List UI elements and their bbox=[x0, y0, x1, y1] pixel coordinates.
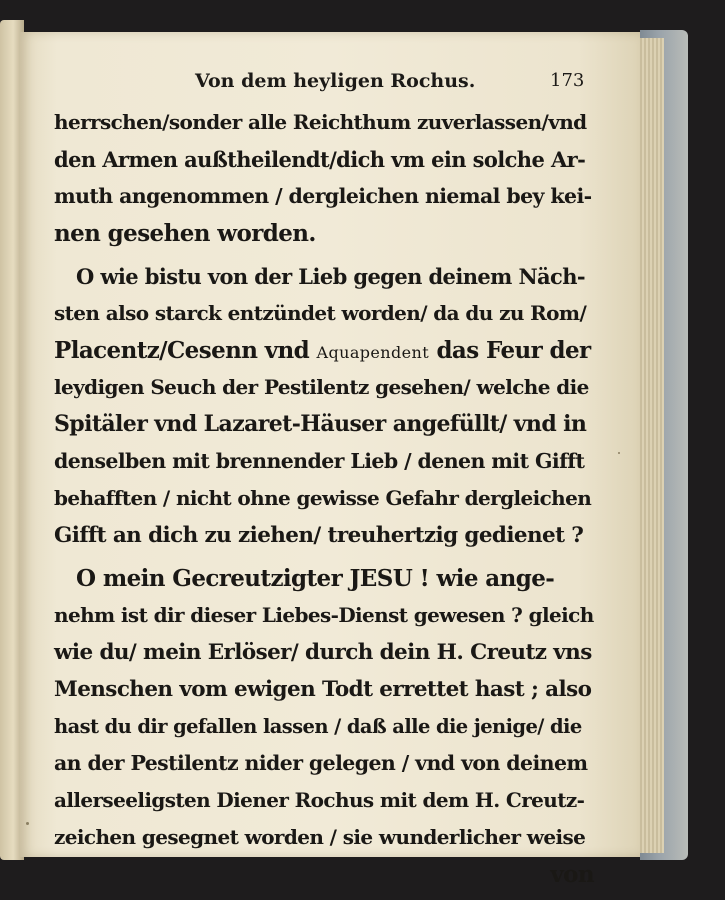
text-line: leydigen Seuch der Pestilentz gesehen/ welche die bbox=[54, 375, 589, 399]
text-line-mixed-type bbox=[54, 332, 594, 369]
paper-speck bbox=[26, 822, 29, 825]
text-line: nen gesehen worden. bbox=[54, 220, 316, 247]
text-segment: das Feur der bbox=[429, 337, 591, 364]
paper-speck bbox=[618, 452, 620, 454]
text-line: denselben mit brennender Lieb / denen mit Gifft bbox=[54, 449, 585, 473]
catchword: von bbox=[550, 861, 594, 888]
antiqua-word: Aquapendent bbox=[316, 343, 430, 362]
text-line: Gifft an dich zu ziehen/ treuhertzig gedienet ? bbox=[54, 523, 584, 548]
paragraph-start-line: O wie bistu von der Lieb gegen deinem Näch- bbox=[76, 264, 586, 289]
text-line: Spitäler vnd Lazaret-Häuser angefüllt/ vnd in bbox=[54, 411, 587, 437]
text-line: behafften / nicht ohne gewisse Gefahr dergleichen bbox=[54, 486, 592, 510]
text-line: nehm ist dir dieser Liebes-Dienst gewesen ? gleich bbox=[54, 603, 594, 627]
text-line: hast du dir gefallen lassen / daß alle die jenige/ die bbox=[54, 715, 582, 738]
text-line: wie du/ mein Erlöser/ durch dein H. Creutz vns bbox=[54, 640, 592, 665]
text-line: an der Pestilentz nider gelegen / vnd von deinem bbox=[54, 751, 588, 775]
text-line: allerseeligsten Diener Rochus mit dem H. Creutz- bbox=[54, 788, 585, 812]
book-page bbox=[20, 32, 640, 888]
paragraph-start-line: O mein Gecreutzigter JESU ! wie ange- bbox=[76, 565, 555, 592]
page-header bbox=[20, 70, 640, 98]
page-number: 173 bbox=[550, 70, 585, 91]
text-segment: Placentz/Cesenn vnd bbox=[54, 337, 317, 364]
text-line: muth angenommen / dergleichen niemal bey kei- bbox=[54, 184, 592, 208]
text-line: zeichen gesegnet worden / sie wunderlicher weise bbox=[54, 825, 586, 849]
text-line: sten also starck entzündet worden/ da du zu Rom/ bbox=[54, 301, 587, 325]
running-head: Von dem heyligen Rochus. bbox=[195, 70, 476, 92]
text-line: den Armen außtheilendt/dich vm ein solche Ar- bbox=[54, 147, 586, 172]
body-text bbox=[54, 104, 594, 893]
text-line: herrschen/sonder alle Reichthum zuverlassen/vnd bbox=[54, 110, 587, 134]
text-line: Menschen vom ewigen Todt errettet hast ; also bbox=[54, 677, 592, 702]
